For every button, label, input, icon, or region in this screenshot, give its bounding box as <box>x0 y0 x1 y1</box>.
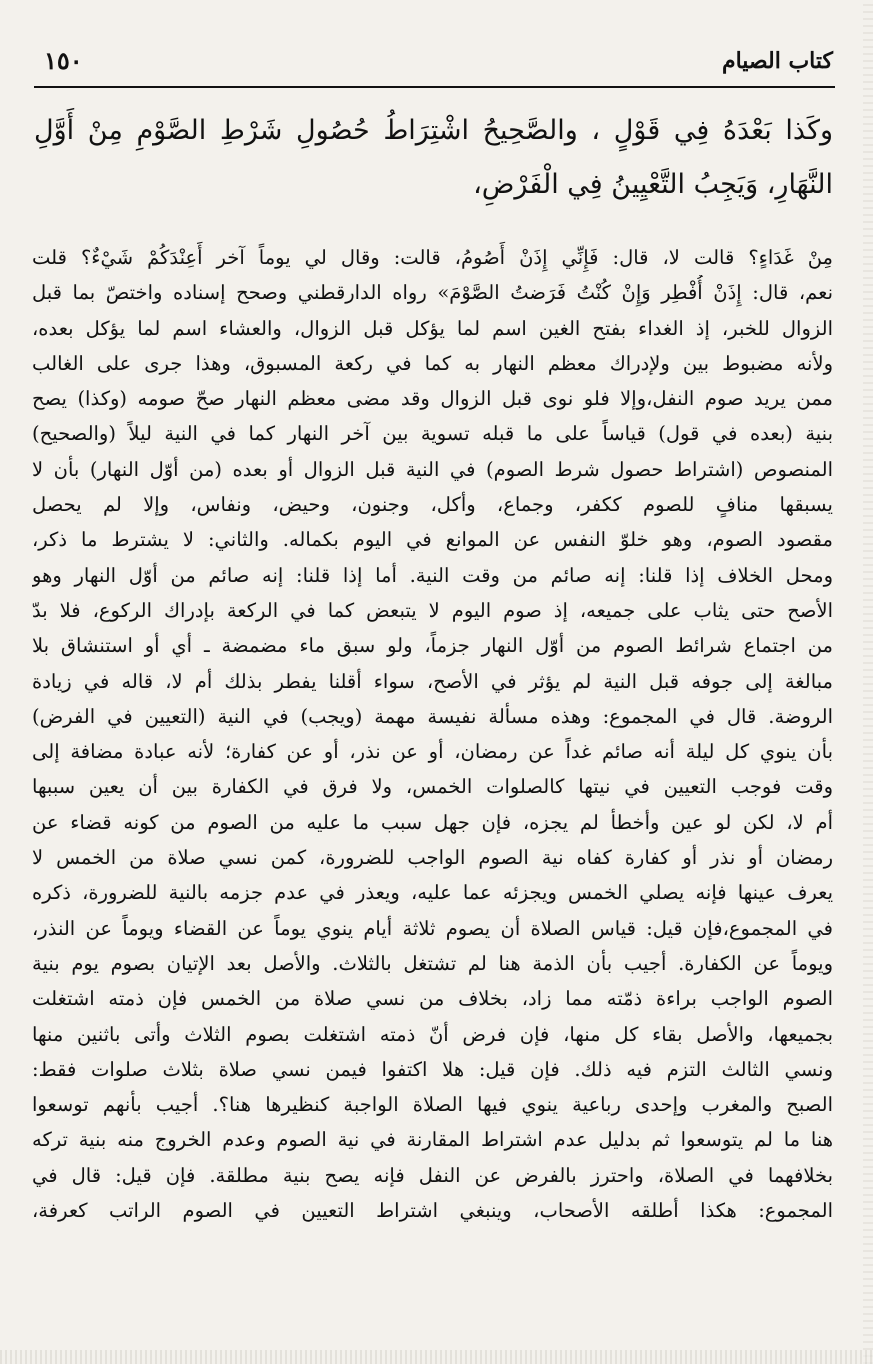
running-head-book-title: كتاب الصيام <box>721 48 833 74</box>
sharh-line: الروضة. قال في المجموع: وهذه مسألة نفيسة مهمة (ويجب) في النية (التعيين في الفرض) <box>32 704 833 728</box>
sharh-line: نعم، قال: إِذَنْ أُفْطِر وَإِنْ كُنْتُ فَرَضتُ الصَّوْمَ» رواه الدارقطني وصحح إسناده واختصّ بما قبل <box>32 281 833 305</box>
sharh-line: رمضان أو نذر أو كفارة كفاه نية الصوم الواجب للضرورة، كمن نسي صلاة من الخمس لا <box>32 846 833 870</box>
scan-bottom-noise <box>0 1350 873 1364</box>
sharh-commentary <box>32 240 833 1228</box>
sharh-line: بأن ينوي كل ليلة أنه صائم غداً عن رمضان، أو عن نذر، أو عن كفارة؛ لأنه عبادة مضافة إلى <box>32 740 833 764</box>
sharh-line: ويوماً عن الكفارة. أجيب بأن الذمة هنا لم تشتغل بالثلاث. والأصل بعد الإتيان بصوم يوم بنية <box>32 951 833 975</box>
sharh-line: المجموع: هكذا أطلقه الأصحاب، وينبغي اشتراط التعيين في الصوم الراتب كعرفة، <box>32 1199 833 1223</box>
sharh-line: الصوم الواجب براءة ذمّته مما زاد، بخلاف من نسي صلاة من الخمس فإن ذمته اشتغلت <box>32 987 833 1011</box>
sharh-line: الزوال للخبر، إذ الغداء بفتح الغين اسم لما يؤكل قبل الزوال، والعشاء اسم لما يؤكل بعده، <box>32 316 833 340</box>
sharh-line: ولأنه مضبوط بين ولإدراك معظم النهار به كما في ركعة المسبوق، وهذا جرى على الغالب <box>32 351 833 375</box>
sharh-line: مقصود الصوم، وهو خلوّ النفس عن الموانع في اليوم بكماله. والثاني: لا يشترط ما ذكر، <box>32 528 833 552</box>
sharh-line: بخلافهما في الصلاة، واحترز بالفرض عن النفل فإنه يصح بنية مطلقة. فإن قيل: قال في <box>32 1163 833 1187</box>
sharh-line: الصبح والمغرب وإحدى رباعية ينوي فيها الصلاة الواجبة كنظيرها هنا؟. أجيب بأنهم توسعوا <box>32 1093 833 1117</box>
matn-text: وكَذا بَعْدَهُ فِي قَوْلٍ ، والصَّحِيحُ اشْتِرَاطُ حُصُولِ شَرْطِ الصَّوْمِ مِنْ أَوَّلِ النَّهَارِ، وَيَجِبُ التَّعْيِينُ فِي الْفَرْضِ، <box>34 115 833 200</box>
sharh-line: يسبقها منافٍ للصوم ككفر، وجماع، وأكل، وجنون، وحيض، ونفاس، وإلا لم يحصل <box>32 493 833 517</box>
sharh-line: الأصح حتى يثاب على جميعه، إذ صوم اليوم لا يتبعض كما في الركعة بإدراك الركوع، فلا بدّ <box>32 598 833 622</box>
scan-edge-noise <box>863 0 873 1364</box>
sharh-line: أم لا، لكن لو عين وأخطأ لم يجزه، فإن جهل سبب ما عليه من الصوم من كونه قضاء عن <box>32 810 833 834</box>
sharh-line: ممن يريد صوم النفل،وإلا فلو نوى قبل الزوال وقد مضى معظم النهار صحّ صومه (وكذا) يصح <box>32 387 833 411</box>
sharh-line: هنا ما لم يتوسعوا ثم بدليل عدم اشتراط المقارنة في نية الصوم وعدم الخروج منه بنية تركه <box>32 1128 833 1152</box>
sharh-line: وقت فوجب التعيين في نيتها كالصلوات الخمس، ولا فرق في الكفارة بين أن يعين سببها <box>32 775 833 799</box>
sharh-line: من اجتماع شرائط الصوم من أوّل النهار جزماً، ولو سبق ماء مضمضة ـ أي أو استنشاق بلا <box>32 634 833 658</box>
sharh-line: في المجموع،فإن قيل: قياس الصلاة أن يصوم ثلاثة أيام ينوي يوماً عن القضاء ويوماً عن النذر، <box>32 916 833 940</box>
sharh-line: بنية (بعده في قول) قياساً على ما قبله تسوية بين آخر النهار كما في النية ليلاً (والصحيح) <box>32 422 833 446</box>
page-header <box>36 40 833 88</box>
header-divider <box>34 86 835 88</box>
sharh-line: يعرف عينها فإنه يصلي الخمس ويجزئه عما عليه، ويعذر في عدم جزمه بالنية للضرورة، ذكره <box>32 881 833 905</box>
page-number: ١٥٠ <box>44 46 83 75</box>
sharh-line: ومحل الخلاف إذا قلنا: إنه صائم من وقت النية. أما إذا قلنا: إنه صائم من أوّل النهار وهو <box>32 563 833 587</box>
sharh-line: مِنْ غَدَاءٍ؟ قالت لا، قال: فَإِنِّي إِذَنْ أَصُومُ، قالت: وقال لي يوماً آخر أَعِنْدَكُمْ شَيْءٌ؟ قلت <box>32 246 833 269</box>
sharh-line: بجميعها، والأصل بقاء كل منها، فإن فرض أنّ ذمته اشتغلت بصوم الثلاث وأتى باثنين منها <box>32 1022 833 1046</box>
sharh-line: مبالغة إلى جوفه قبل النية لم يؤثر في الأصح، سواء أقلنا يفطر بذلك أم لا، قاله في زيادة <box>32 669 833 693</box>
sharh-line: المنصوص (اشتراط حصول شرط الصوم) في النية قبل الزوال أو بعده (من أوّل النهار) بأن لا <box>32 457 833 481</box>
sharh-line: ونسي الثالث التزم فيه ذلك. فإن قيل: هلا اكتفوا فيمن نسي صلاة بثلاث صلوات فقط: <box>32 1057 833 1081</box>
